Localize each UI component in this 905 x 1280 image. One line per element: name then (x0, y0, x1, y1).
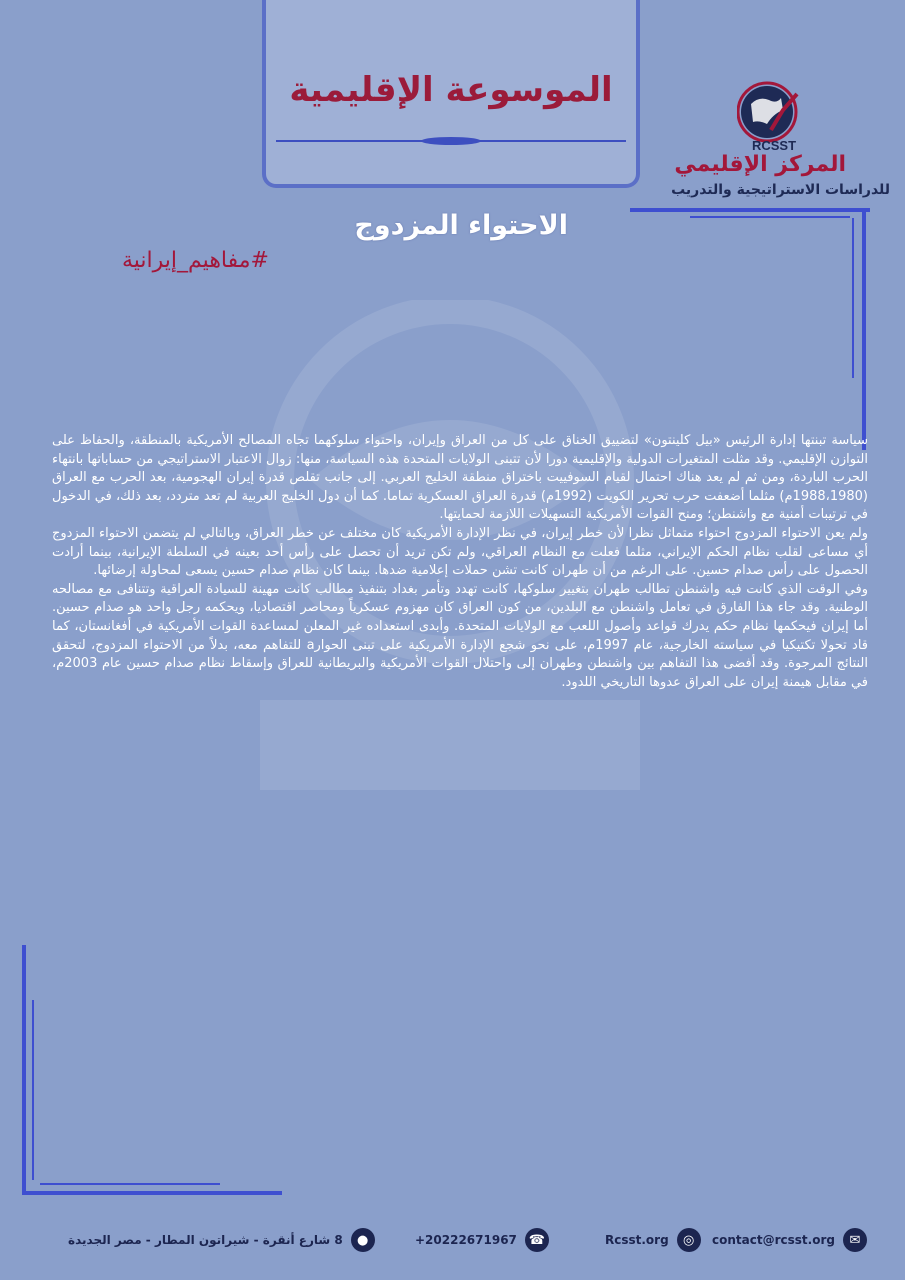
article-paragraph-2: ولم يعن الاحتواء المزدوج احتواء متماثل نظرا لأن خطر إيران، في نظر الإدارة الأمريكية كان مختلف عن خطر العراق، وبالتالي لم يتضمن الاحتواء المزدوج أي مساعى لقلب نظام الحكم الإيراني، مثلما فعلت مع النظام العراقي، ولم تكن تريد أن تحصل على رأس أحد بعينه في السلطة الإيرانية، بينما أرادت الحصول على رأس صدام حسين. على الرغم من أن طهران كانت تشن حملات إعلامية ضدها. بينما كان نظام صدام حسين يسعى لمحاولة إرضائها. (52, 525, 868, 579)
footer-website[interactable] (605, 1225, 701, 1255)
encyclopedia-title: الموسوعة الإقليمية (289, 70, 613, 110)
frame-top-right-h2 (690, 216, 850, 218)
phone-icon: ☎ (525, 1228, 549, 1252)
header-divider-ornament (421, 137, 481, 145)
article-paragraph-1: سياسة تبنتها إدارة الرئيس «بيل كلينتون» لتضييق الخناق على كل من العراق وإيران، واحتواء سلوكهما تجاه المصالح الأمريكية بالمنطقة، والحفاظ على التوازن الإقليمي. وقد مثلت المتغيرات الدولية والإقليمية دورا لأن تتبنى الولايات المتحدة هذه السياسة، منها: زوال الاعتبار الاستراتيجي من حساباتها بانتهاء الحرب الباردة، ومن ثم لم يعد هناك احتمال لقيام السوفييت باختراق منطقة الخليج العربي. إلى جانب تقلص قدرة إيران الهجومية، بعد الحرب مع العراق (1988،1980م) مثلما أضعفت حرب تحرير الكويت (1992م) قدرة العراق العسكرية تماما. كما أن دول الخليج العربية لم تعد متردد، بعد ذلك، في الدخول في ترتيبات أمنية مع واشنطن؛ ومنح القوات الأمريكية التسهيلات اللازمة لحمايتها. (52, 433, 868, 523)
footer (0, 1225, 905, 1261)
frame-top-right-h1 (630, 208, 870, 212)
frame-bottom-left-h2 (40, 1183, 220, 1185)
rcsst-logo (671, 78, 890, 208)
location-pin-icon: ● (351, 1228, 375, 1252)
article-paragraph-3: وفي الوقت الذي كانت فيه واشنطن تطالب طهران بتغيير سلوكها، كانت تهدد وتأمر بغداد بتنفيذ مطالب كانت مهينة للسيادة العراقية وتتنافى مع مصالحه الوطنية. وقد جاء هذا الفارق في تعامل واشنطن مع البلدين، من كون العراق كان مهزوم عسكرياً ومحاصر اقتصاديا، ويحكمه رجل واحد هو صدام حسين. أما إيران فيحكمها نظام حكم يدرك قواعد وأصول اللعب مع الولايات المتحدة. وأبدى استعداده غير المعلن لمساعدة القوات الأمريكية في أفغانستان، كما قاد تحولا تكتيكيا في سياسته الخارجية، عام 1997م، على نحو شجع الإدارة الأمريكية على تبنى الحوارa للتفاهم معه، بدلاً من الاحتواء المزدوج، لتحقق النتائج المرجوة. وقد أفضى هذا التفاهم بين واشنطن وطهران إلى واحتلال القوات الأمريكية والبريطانية للعراق وإسقاط نظام صدام حسين عام 2003م، في مقابل هيمنة إيران على العراق عدوها التاريخي اللدود. (52, 581, 868, 690)
article-hashtag[interactable]: #مفاهيم_إيرانية (122, 248, 269, 273)
frame-top-right-v2 (852, 218, 854, 378)
footer-address (68, 1225, 375, 1255)
envelope-icon: ✉ (843, 1228, 867, 1252)
logo-subtitle: للدراسات الاستراتيجية والتدريب (671, 182, 890, 198)
frame-top-right-v1 (862, 210, 866, 450)
frame-bottom-left-v1 (22, 945, 26, 1195)
article-title: الاحتواء المزدوج (354, 210, 568, 241)
globe-icon: ◎ (677, 1228, 701, 1252)
header-box (262, 0, 640, 188)
logo-abbreviation: RCSST (751, 138, 797, 153)
email-text[interactable]: contact@rcsst.org (712, 1233, 835, 1247)
frame-bottom-left-v2 (32, 1000, 34, 1180)
frame-bottom-left-h1 (22, 1191, 282, 1195)
footer-email[interactable] (712, 1225, 867, 1255)
footer-phone[interactable] (415, 1225, 549, 1255)
logo-name: المركز الإقليمي (674, 152, 846, 177)
website-text[interactable]: Rcsst.org (605, 1233, 669, 1247)
article-body (52, 432, 868, 692)
phone-text[interactable]: +20222671967 (415, 1233, 517, 1247)
globe-logo-icon (737, 80, 801, 144)
address-text: 8 شارع أنقرة - شيراتون المطار - مصر الجديدة (68, 1233, 343, 1247)
